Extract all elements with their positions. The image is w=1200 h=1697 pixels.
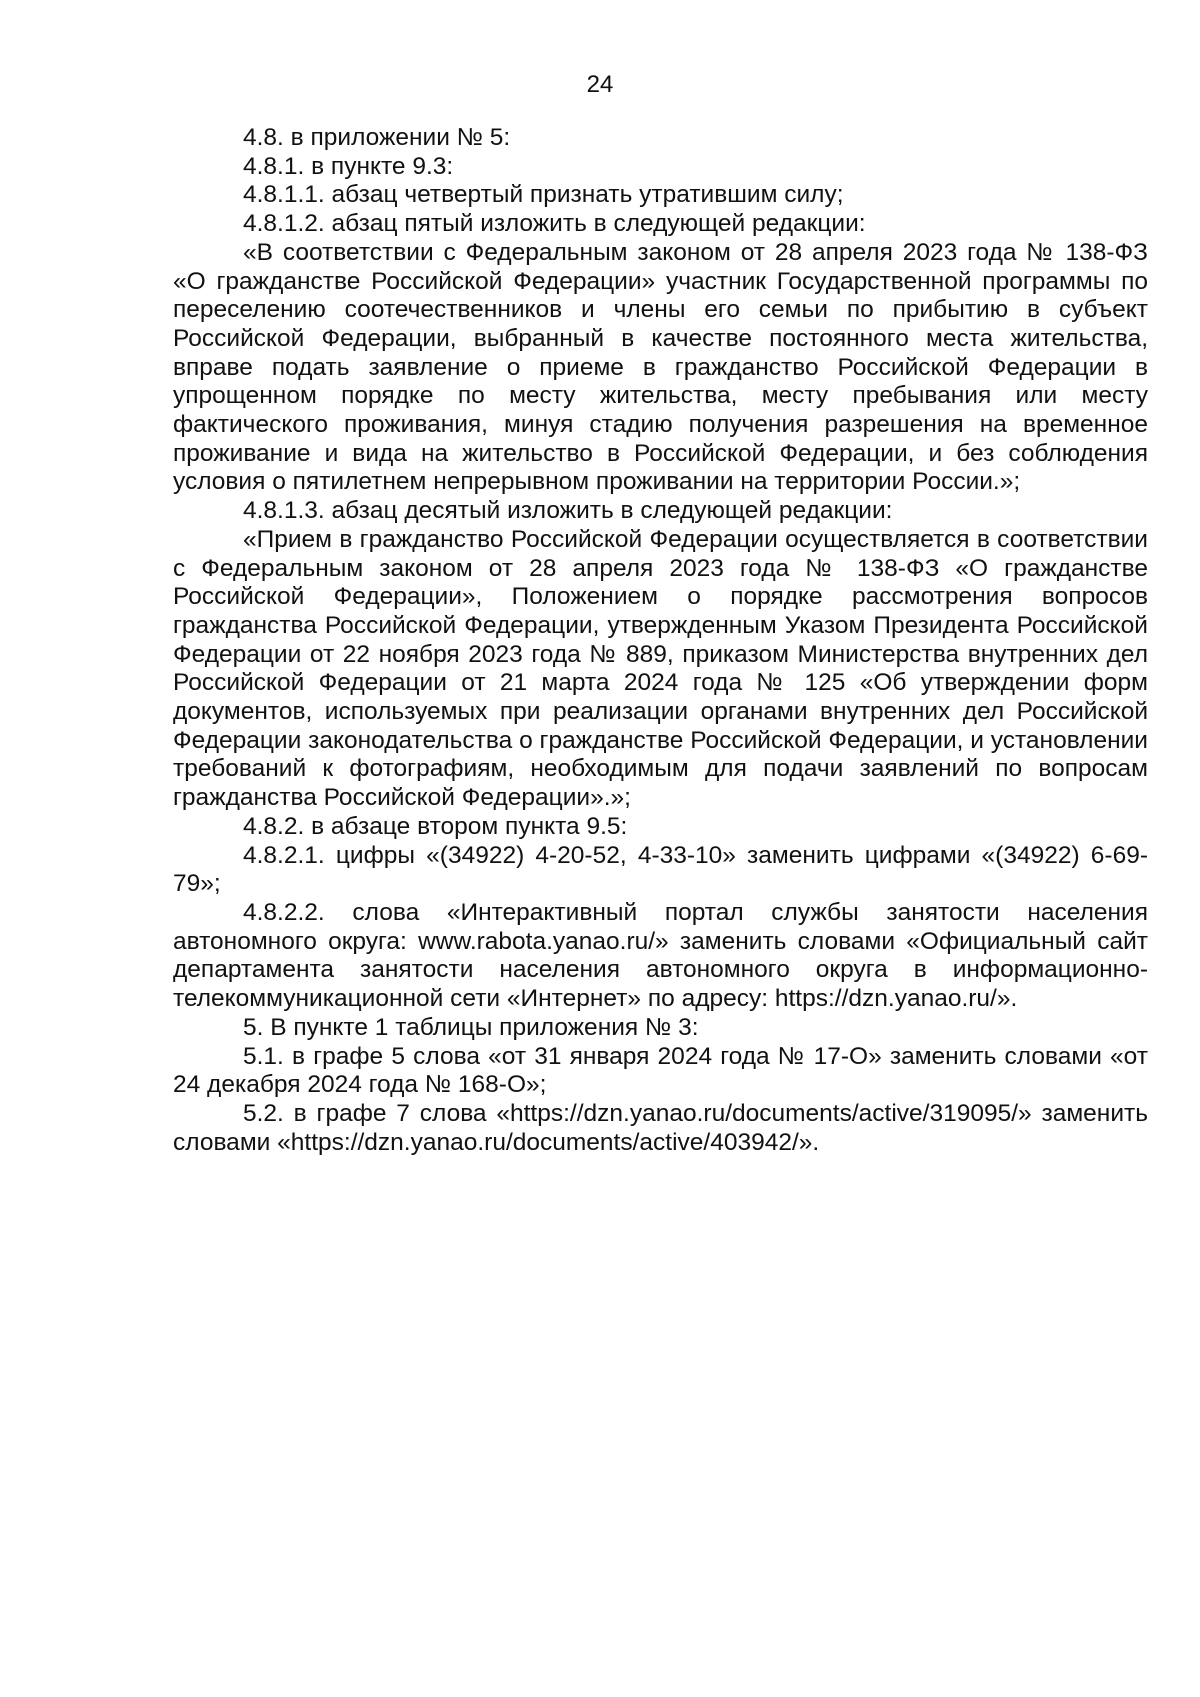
paragraph-5-1: 5.1. в графе 5 слова «от 31 января 2024 года № 17-О» заменить словами «от 24 декабря 2024 года № 168-О»; [173, 1042, 1148, 1099]
paragraph-5-2: 5.2. в графе 7 слова «https://dzn.yanao.ru/documents/active/319095/» заменить словами «https://dzn.yanao.ru/documents/active/403942/». [173, 1099, 1148, 1156]
paragraph-4-8-2: 4.8.2. в абзаце втором пункта 9.5: [243, 812, 628, 840]
paragraph-4-8-2-1: 4.8.2.1. цифры «(34922) 4-20-52, 4-33-10» заменить цифрами «(34922) 6-69-79»; [173, 841, 1148, 898]
paragraph-4-8-1-2: 4.8.1.2. абзац пятый изложить в следующей редакции: [243, 210, 866, 238]
quoted-paragraph-citizenship-admission: «Прием в гражданство Российской Федерации осуществляется в соответствии с Федеральным законом от 28 апреля 2023 года № 138-ФЗ «О гражданстве Российской Федерации», Положением о порядке рассмотрения вопросов гражданства Российской Федерации, утвержденным Указом Президента Российской Федерации от 22 ноября 2023 года № 889, приказом Министерства внутренних дел Российской Федерации от 21 марта 2024 года № 125 «Об утверждении форм документов, используемых при реализации органами внутренних дел Российской Федерации законодательства о гражданстве Российской Федерации, и установлении требований к фотографиям, необходимым для подачи заявлений по вопросам гражданства Российской Федерации».»; [173, 525, 1148, 812]
paragraph-5: 5. В пункте 1 таблицы приложения № 3: [243, 1013, 699, 1041]
paragraph-4-8: 4.8. в приложении № 5: [243, 124, 511, 151]
paragraph-4-8-2-2: 4.8.2.2. слова «Интерактивный портал службы занятости населения автономного округа: www.rabota.yanao.ru/» заменить словами «Официальный сайт департамента занятости населения автономного округа в информационно-телекоммуникационной сети «Интернет» по адресу: https://dzn.yanao.ru/». [173, 898, 1148, 1013]
document-body [173, 124, 1148, 1157]
paragraph-4-8-1-1: 4.8.1.1. абзац четвертый признать утратившим силу; [243, 181, 844, 209]
quoted-paragraph-citizenship-simplified: «В соответствии с Федеральным законом от 28 апреля 2023 года № 138-ФЗ «О гражданстве Российской Федерации» участник Государственной программы по переселению соотечественников и члены его семьи по прибытию в субъект Российской Федерации, выбранный в качестве постоянного места жительства, вправе подать заявление о приеме в гражданство Российской Федерации в упрощенном порядке по месту жительства, месту пребывания или месту фактического проживания, минуя стадию получения разрешения на временное проживание и вида на жительство в Российской Федерации, и без соблюдения условия о пятилетнем непрерывном проживании на территории России.»; [173, 238, 1148, 496]
paragraph-4-8-1: 4.8.1. в пункте 9.3: [243, 152, 454, 180]
paragraph-4-8-1-3: 4.8.1.3. абзац десятый изложить в следующей редакции: [243, 497, 893, 525]
page-number: 24 [586, 71, 614, 98]
